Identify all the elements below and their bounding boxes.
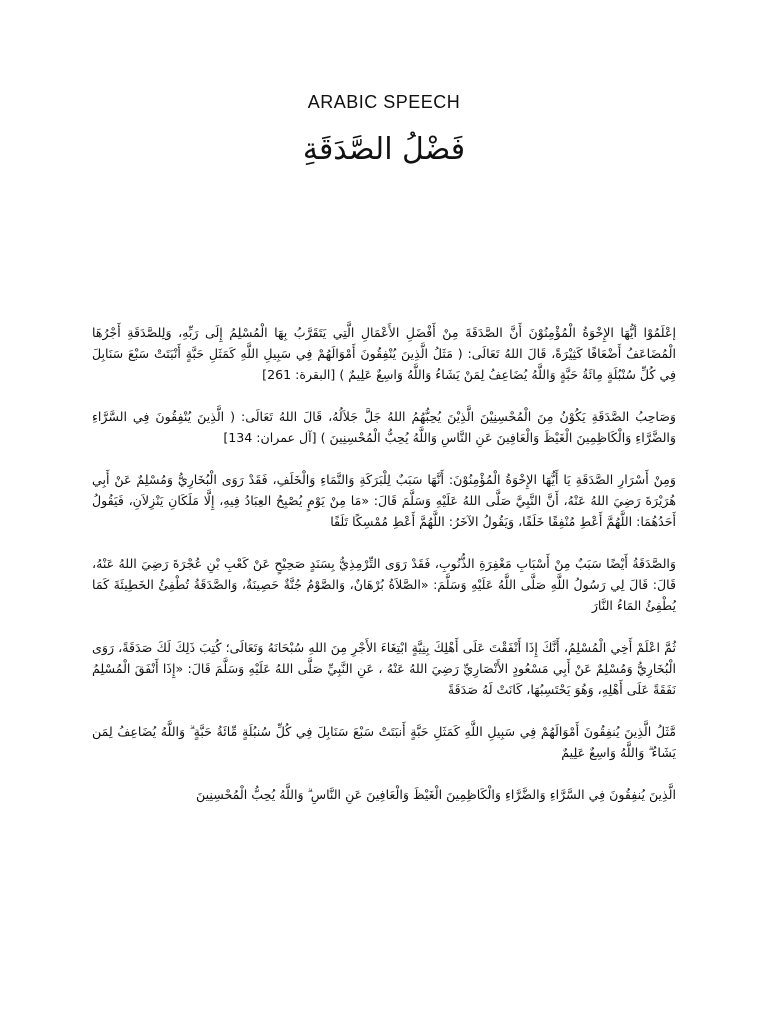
paragraph-2: وَصَاحِبُ الصَّدَقَةِ يَكُوْنُ مِنَ الْمُحْسِنِيْنَ الَّذِيْنَ يُحِبُّهُمُ اللهُ جَلَّ جَلاَلُهُ، قَالَ اللهُ تَعَالَى: ( الَّذِينَ يُنْفِقُونَ فِي السَّرَّاءِ وَالضَّرَّاءِ وَالْكَاظِمِينَ الْغَيْظَ وَالْعَافِينَ عَنِ النَّاسِ وَاللَّهُ يُحِبُّ الْمُحْسِنِينَ ) [آل عمران: 134] bbox=[92, 409, 676, 445]
document-body bbox=[92, 322, 676, 826]
paragraph-1: إعْلَمُوْا أيُّهَا الإِخْوَةُ الْمُؤْمِنُوْنَ أَنَّ الصَّدَقَةَ مِنْ أَفْضَلِ الأَعْمَالِ الَّتِي يَتَقَرَّبُ بِهَا الْمُسْلِمُ إِلَى رَبِّهِ، وَلِلصَّدَقَةِ أَجْرُهَا الْمُضَاعَفُ أَضْعَافًا كَثِيْرَةً، قَالَ اللهُ تَعَالَى: ( مَثَلُ الَّذِينَ يُنْفِقُونَ أَمْوَالَهُمْ فِي سَبِيلِ اللَّهِ كَمَثَلِ حَبَّةٍ أَنْبَتَتْ سَبْعَ سَنَابِلَ فِي كُلِّ سُنْبُلَةٍ مِائَةُ حَبَّةٍ وَاللَّهُ يُضَاعِفُ لِمَنْ يَشَاءُ وَاللَّهُ وَاسِعٌ عَلِيمٌ ) [البقرة: 261] bbox=[92, 325, 676, 382]
paragraph-4: وَالصَّدَقَةُ أَيْضًا سَبَبٌ مِنْ أَسْبَابِ مَغْفِرَةِ الذُّنُوبِ، فَقَدْ رَوَى التِّرْمِذِيُّ بِسَنَدٍ صَحِيْحٍ عَنْ كَعْبِ بْنِ عُجْرَةَ رَضِيَ اللهُ عَنْهُ، قَالَ: قَالَ لِي رَسُولُ اللَّهِ صَلَّى اللَّهُ عَلَيْهِ وَسَلَّمَ: «الصَّلاَةُ بُرْهَانٌ، وَالصَّوْمُ جُنَّةٌ حَصِينَةٌ، وَالصَّدَقَةُ تُطْفِئُ الخَطِيئَةَ كَمَا يُطْفِئُ المَاءُ النَّارَ bbox=[92, 556, 676, 613]
quran-verse-2: الَّذِينَ يُنفِقُونَ فِي السَّرَّاءِ وَالضَّرَّاءِ وَالْكَاظِمِينَ الْغَيْظَ وَالْعَافِينَ عَنِ النَّاسِ ۗ وَاللَّهُ يُحِبُّ الْمُحْسِنِينَ bbox=[196, 787, 676, 802]
arabic-title: فَضْلُ الصَّدَقَةِ bbox=[302, 132, 466, 167]
paragraph-3: وَمِنْ أَسْرَارِ الصَّدَقَةِ يَا أَيُّهَا الإِخْوَةُ الْمُؤْمِنُوْنَ: أَنَّهَا سَبَبٌ لِلْبَرَكَةِ وَالنَّمَاءِ وَالْخَلَفِ، فَقَدْ رَوَى الْبُخَارِيُّ وَمُسْلِمٌ عَنْ أَبِي هُرَيْرَةَ رَضِيَ اللهُ عَنْهُ، أَنَّ النَّبِيَّ صَلَّى اللهُ عَلَيْهِ وَسَلَّمَ قَالَ: «مَا مِنْ يَوْمٍ يُصْبِحُ العِبَادُ فِيهِ، إِلَّا مَلَكَانِ يَنْزِلاَنِ، فَيَقُولُ أَحَدُهُمَا: اللَّهُمَّ أَعْطِ مُنْفِقًا خَلَفًا، وَيَقُولُ الآخَرُ: اللَّهُمَّ أَعْطِ مُمْسِكًا تَلَفًا bbox=[92, 472, 676, 529]
paragraph-5: ثُمَّ اعْلَمْ أَخِي الْمُسْلِمُ، أَنَّكَ إِذَا أَنْفَقْتَ عَلَى أَهْلِكَ بِنِيَّةٍ ابْتِغَاءَ الأَجْرِ مِنَ اللهِ سُبْحَانَهُ وَتَعَالَى؛ كُتِبَ ذَلِكَ لَكَ صَدَقَةً، رَوَى الْبُخَارِيُّ وَمُسْلِمٌ عَنْ أَبِي مَسْعُودٍ الأَنْصَارِيِّ رَضِيَ اللهُ عَنْهُ ، عَنِ النَّبِيِّ صَلَّى اللهُ عَلَيْهِ وَسَلَّمَ قَالَ: «إِذَا أَنْفَقَ الْمُسْلِمُ نَفَقَةً عَلَى أَهْلِهِ، وَهُوَ يَحْتَسِبُهَا، كَانَتْ لَهُ صَدَقَةً bbox=[92, 640, 676, 697]
quran-verse-1: مَّثَلُ الَّذِينَ يُنفِقُونَ أَمْوَالَهُمْ فِي سَبِيلِ اللَّهِ كَمَثَلِ حَبَّةٍ أَنبَتَتْ سَبْعَ سَنَابِلَ فِي كُلِّ سُنبُلَةٍ مِّائَةُ حَبَّةٍ ۗ وَاللَّهُ يُضَاعِفُ لِمَن يَشَاءُ ۗ وَاللَّهُ وَاسِعٌ عَلِيمٌ bbox=[92, 724, 676, 760]
document-title: ARABIC SPEECH bbox=[307, 92, 461, 112]
